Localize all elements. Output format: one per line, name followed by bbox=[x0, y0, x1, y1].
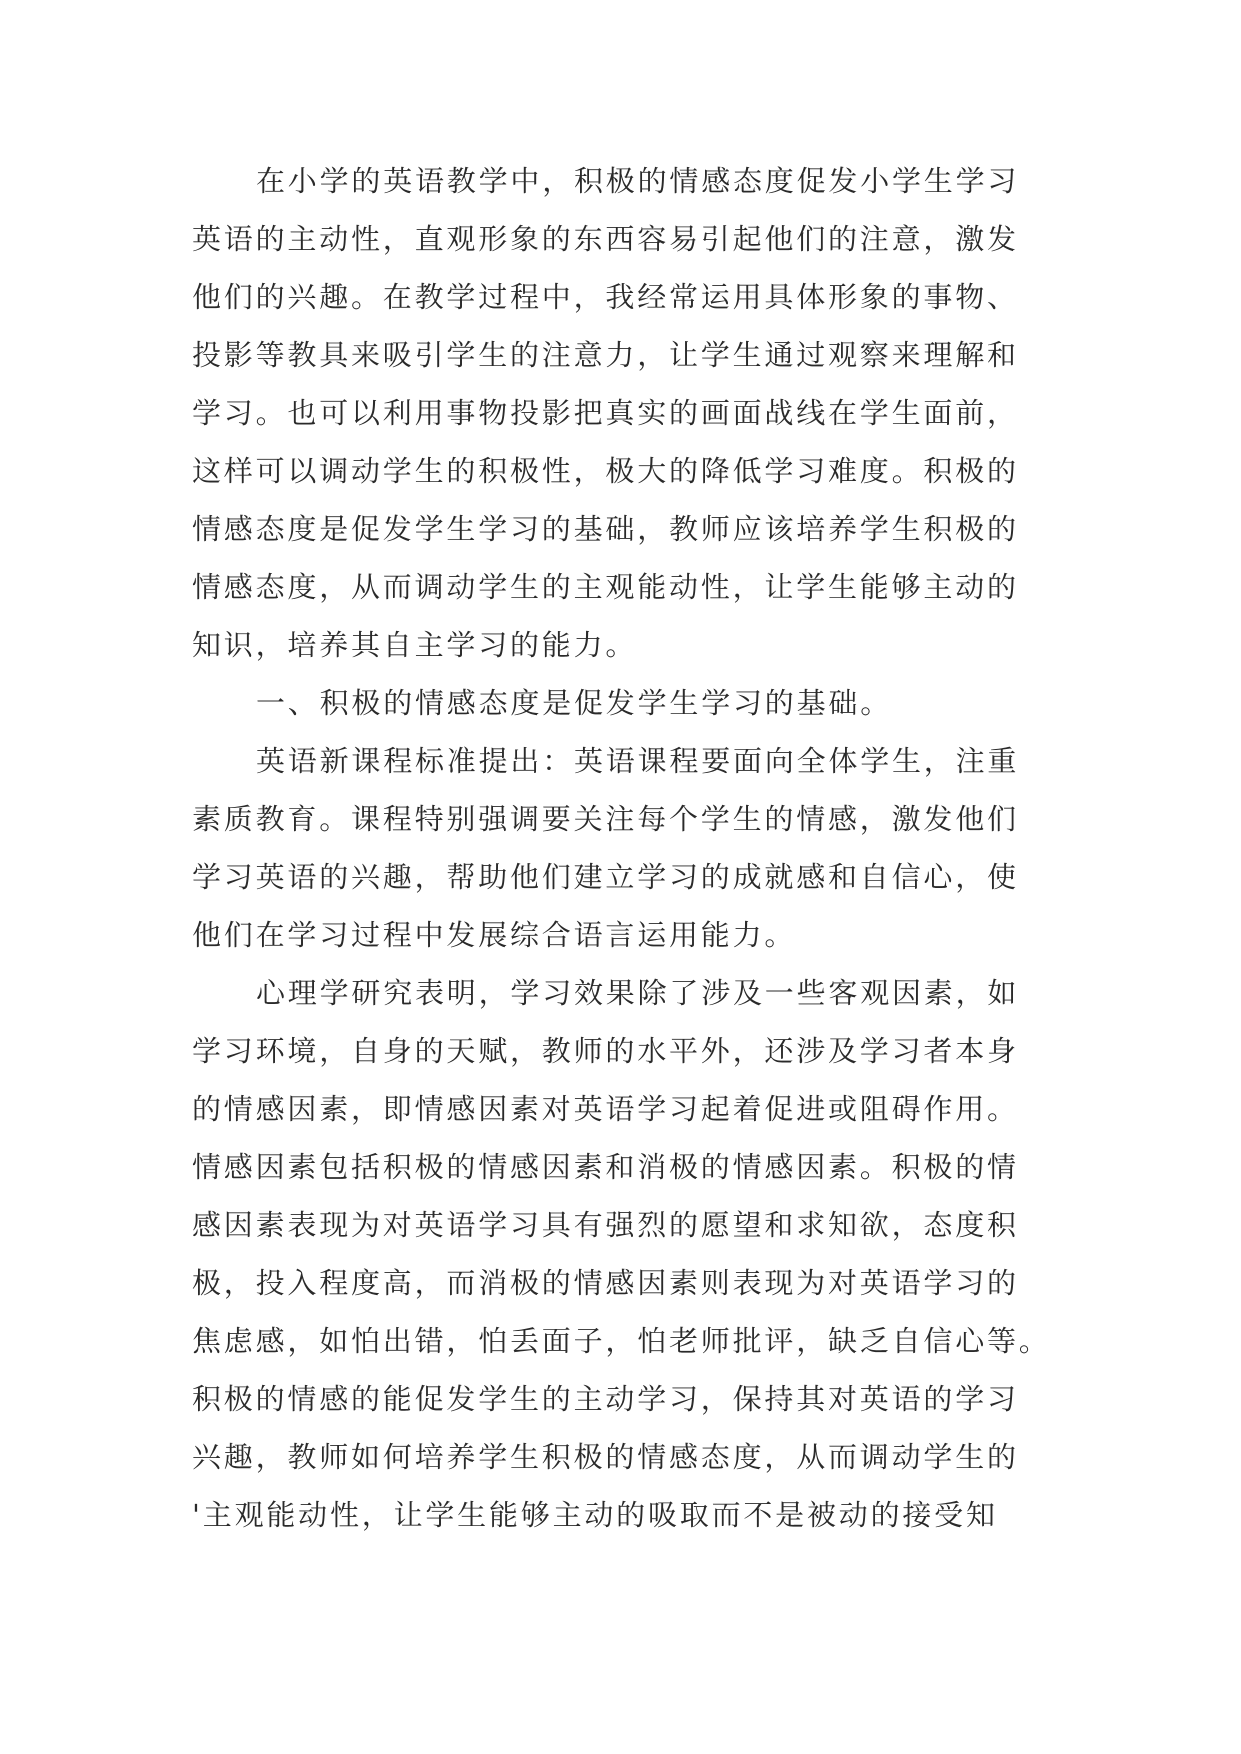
text-line: 的情感因素，即情感因素对英语学习起着促进或阻碍作用。 bbox=[192, 1092, 1019, 1126]
text-line: 情感态度是促发学生学习的基础，教师应该培养学生积极的 bbox=[192, 512, 1019, 546]
text-line: 英语的主动性，直观形象的东西容易引起他们的注意，激发 bbox=[192, 222, 1019, 256]
text-line: 在小学的英语教学中，积极的情感态度促发小学生学习 bbox=[256, 164, 1020, 198]
text-line: 焦虑感，如怕出错，怕丢面子，怕老师批评，缺乏自信心等。 bbox=[192, 1324, 1051, 1358]
text-line: '主观能动性，让学生能够主动的吸取而不是被动的接受知 bbox=[192, 1498, 998, 1532]
text-line: 积极的情感的能促发学生的主动学习，保持其对英语的学习 bbox=[192, 1382, 1019, 1416]
text-line: 素质教育。课程特别强调要关注每个学生的情感，激发他们 bbox=[192, 802, 1019, 836]
text-line: 极，投入程度高，而消极的情感因素则表现为对英语学习的 bbox=[192, 1266, 1019, 1300]
section-heading: 一、积极的情感态度是促发学生学习的基础。 bbox=[256, 686, 893, 720]
text-line: 心理学研究表明，学习效果除了涉及一些客观因素，如 bbox=[256, 976, 1020, 1010]
text-line: 学习。也可以利用事物投影把真实的画面战线在学生面前， bbox=[192, 396, 1019, 430]
text-line: 学习环境，自身的天赋，教师的水平外，还涉及学习者本身 bbox=[192, 1034, 1019, 1068]
text-line: 投影等教具来吸引学生的注意力，让学生通过观察来理解和 bbox=[192, 338, 1019, 372]
text-line: 兴趣，教师如何培养学生积极的情感态度，从而调动学生的 bbox=[192, 1440, 1019, 1474]
text-line: 知识，培养其自主学习的能力。 bbox=[192, 628, 638, 662]
text-line: 这样可以调动学生的积极性，极大的降低学习难度。积极的 bbox=[192, 454, 1019, 488]
text-line: 感因素表现为对英语学习具有强烈的愿望和求知欲，态度积 bbox=[192, 1208, 1019, 1242]
text-line: 英语新课程标准提出：英语课程要面向全体学生，注重 bbox=[256, 744, 1020, 778]
text-line: 情感态度，从而调动学生的主观能动性，让学生能够主动的 bbox=[192, 570, 1019, 604]
body-text bbox=[192, 152, 1072, 1544]
text-line: 情感因素包括积极的情感因素和消极的情感因素。积极的情 bbox=[192, 1150, 1019, 1184]
text-line: 他们在学习过程中发展综合语言运用能力。 bbox=[192, 918, 797, 952]
text-line: 学习英语的兴趣，帮助他们建立学习的成就感和自信心，使 bbox=[192, 860, 1019, 894]
text-line: 他们的兴趣。在教学过程中，我经常运用具体形象的事物、 bbox=[192, 280, 1019, 314]
